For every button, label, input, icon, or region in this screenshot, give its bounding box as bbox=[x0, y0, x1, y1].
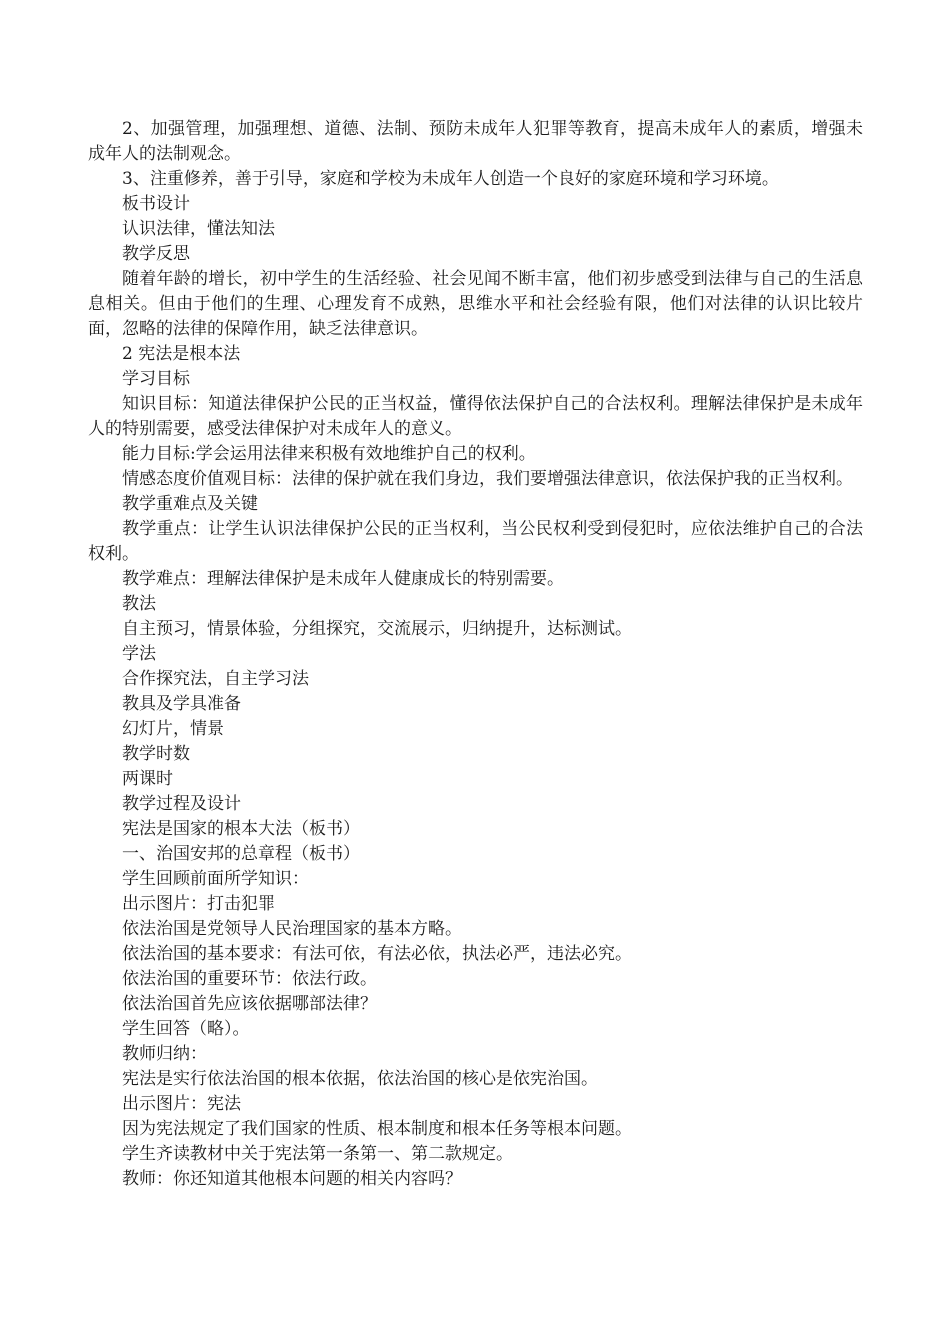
paragraph: 依法治国首先应该依据哪部法律？ bbox=[122, 994, 377, 1014]
paragraph: 能力目标:学会运用法律来积极有效地维护自己的权利。 bbox=[122, 444, 536, 464]
section-heading: 学习目标 bbox=[122, 369, 190, 389]
paragraph: 自主预习，情景体验，分组探究，交流展示，归纳提升，达标测试。 bbox=[122, 619, 632, 639]
paragraph: 宪法是实行依法治国的根本依据，依法治国的核心是依宪治国。 bbox=[122, 1069, 598, 1089]
lesson-title: 2 宪法是根本法 bbox=[122, 344, 241, 364]
paragraph: 认识法律，懂法知法 bbox=[122, 219, 275, 239]
paragraph: 2、加强管理，加强理想、道德、法制、预防未成年人犯罪等教育，提高未成年人的素质，增强未成年人的法制观念。 bbox=[88, 119, 863, 164]
paragraph: 两课时 bbox=[122, 769, 173, 789]
section-heading: 教具及学具准备 bbox=[122, 694, 241, 714]
paragraph: 出示图片：打击犯罪 bbox=[122, 894, 275, 914]
paragraph: 教学难点：理解法律保护是未成年人健康成长的特别需要。 bbox=[122, 569, 564, 589]
paragraph: 学生齐读教材中关于宪法第一条第一、第二款规定。 bbox=[122, 1144, 513, 1164]
section-heading: 教法 bbox=[122, 594, 156, 614]
paragraph: 合作探究法，自主学习法 bbox=[122, 669, 309, 689]
paragraph: 随着年龄的增长，初中学生的生活经验、社会见闻不断丰富，他们初步感受到法律与自己的生活息息相关。但由于他们的生理、心理发育不成熟，思维水平和社会经验有限，他们对法律的认识比较片面，忽略的法律的保障作用，缺乏法律意识。 bbox=[88, 269, 863, 339]
section-heading: 教学过程及设计 bbox=[122, 794, 241, 814]
paragraph: 出示图片：宪法 bbox=[122, 1094, 241, 1114]
paragraph: 依法治国是党领导人民治理国家的基本方略。 bbox=[122, 919, 462, 939]
document-body bbox=[88, 117, 863, 1192]
section-heading: 教学重难点及关键 bbox=[122, 494, 258, 514]
paragraph: 学生回顾前面所学知识： bbox=[122, 869, 309, 889]
section-heading: 板书设计 bbox=[122, 194, 190, 214]
paragraph: 依法治国的重要环节：依法行政。 bbox=[122, 969, 377, 989]
section-heading: 学法 bbox=[122, 644, 156, 664]
paragraph: 教师归纳： bbox=[122, 1044, 207, 1064]
paragraph: 知识目标：知道法律保护公民的正当权益，懂得依法保护自己的合法权利。理解法律保护是未成年人的特别需要，感受法律保护对未成年人的意义。 bbox=[88, 394, 863, 439]
paragraph: 教学重点：让学生认识法律保护公民的正当权利，当公民权利受到侵犯时，应依法维护自己的合法权利。 bbox=[88, 519, 863, 564]
paragraph: 3、注重修养，善于引导，家庭和学校为未成年人创造一个良好的家庭环境和学习环境。 bbox=[122, 169, 779, 189]
paragraph: 依法治国的基本要求：有法可依，有法必依，执法必严，违法必究。 bbox=[122, 944, 632, 964]
paragraph: 情感态度价值观目标：法律的保护就在我们身边，我们要增强法律意识，依法保护我的正当权利。 bbox=[122, 469, 853, 489]
paragraph: 宪法是国家的根本大法（板书） bbox=[122, 819, 360, 839]
paragraph: 一、治国安邦的总章程（板书） bbox=[122, 844, 360, 864]
section-heading: 教学反思 bbox=[122, 244, 190, 264]
paragraph: 幻灯片，情景 bbox=[122, 719, 224, 739]
paragraph: 因为宪法规定了我们国家的性质、根本制度和根本任务等根本问题。 bbox=[122, 1119, 632, 1139]
section-heading: 教学时数 bbox=[122, 744, 190, 764]
paragraph: 教师：你还知道其他根本问题的相关内容吗？ bbox=[122, 1169, 462, 1189]
paragraph: 学生回答（略）。 bbox=[122, 1019, 250, 1039]
